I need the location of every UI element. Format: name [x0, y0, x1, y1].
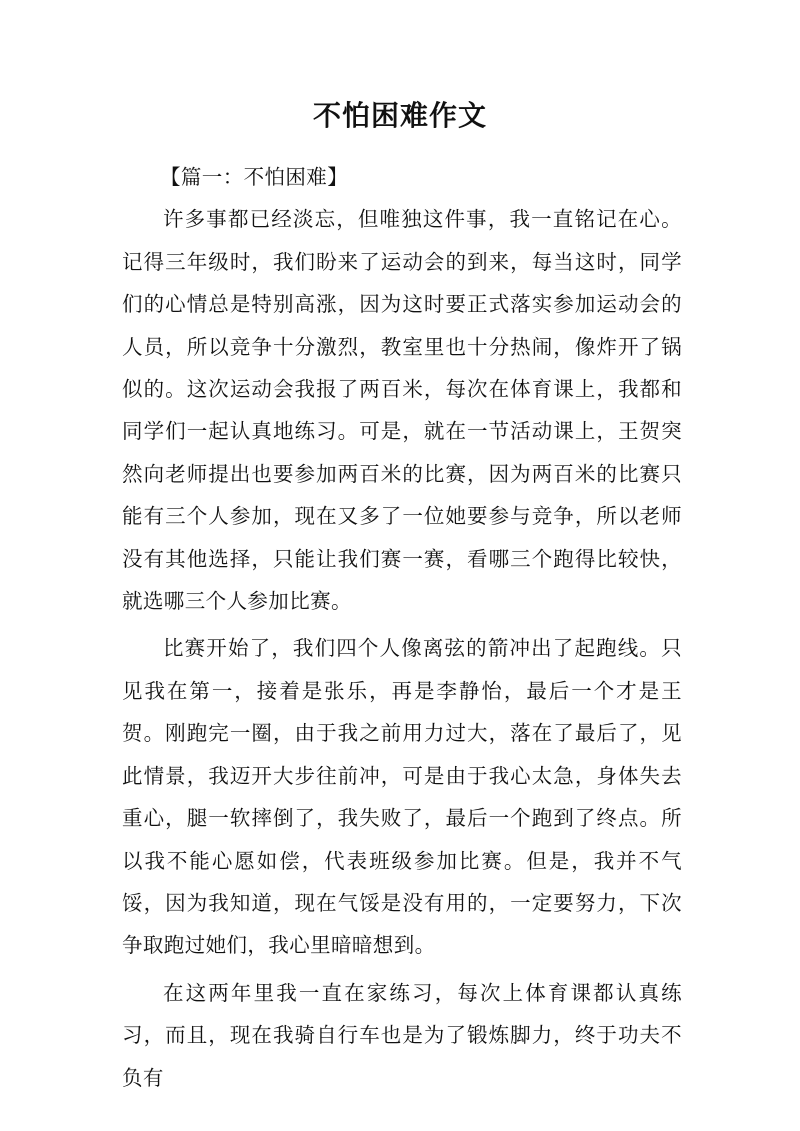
paragraph-2: 比赛开始了，我们四个人像离弦的箭冲出了起跑线。只见我在第一，接着是张乐，再是李静怡，最后一个才是王贺。刚跑完一圈，由于我之前用力过大，落在了最后了，见此情景，我迈开大步往前冲，可是由于我心太急，身体失去重心，腿一软摔倒了，我失败了，最后一个跑到了终点。所以我不能心愿如偿，代表班级参加比赛。但是，我并不气馁，因为我知道，现在气馁是没有用的，一定要努力，下次争取跑过她们，我心里暗暗想到。 — [122, 636, 682, 958]
paragraph-3: 在这两年里我一直在家练习，每次上体育课都认真练习，而且，现在我骑自行车也是为了锻炼脚力，终于功夫不负有 — [122, 980, 682, 1090]
paragraph-1: 许多事都已经淡忘，但唯独这件事，我一直铭记在心。记得三年级时，我们盼来了运动会的到来，每当这时，同学们的心情总是特别高涨，因为这时要正式落实参加运动会的人员，所以竞争十分激烈，教室里也十分热闹，像炸开了锅似的。这次运动会我报了两百米，每次在体育课上，我都和同学们一起认真地练习。可是，就在一节活动课上，王贺突然向老师提出也要参加两百米的比赛，因为两百米的比赛只能有三个人参加，现在又多了一位她要参与竞争，所以老师没有其他选择，只能让我们赛一赛，看哪三个跑得比较快，就选哪三个人参加比赛。 — [122, 207, 682, 614]
section-heading: 【篇一：不怕困难】 — [160, 165, 349, 189]
document-body — [122, 156, 682, 1099]
document-title: 不怕困难作文 — [312, 99, 487, 132]
